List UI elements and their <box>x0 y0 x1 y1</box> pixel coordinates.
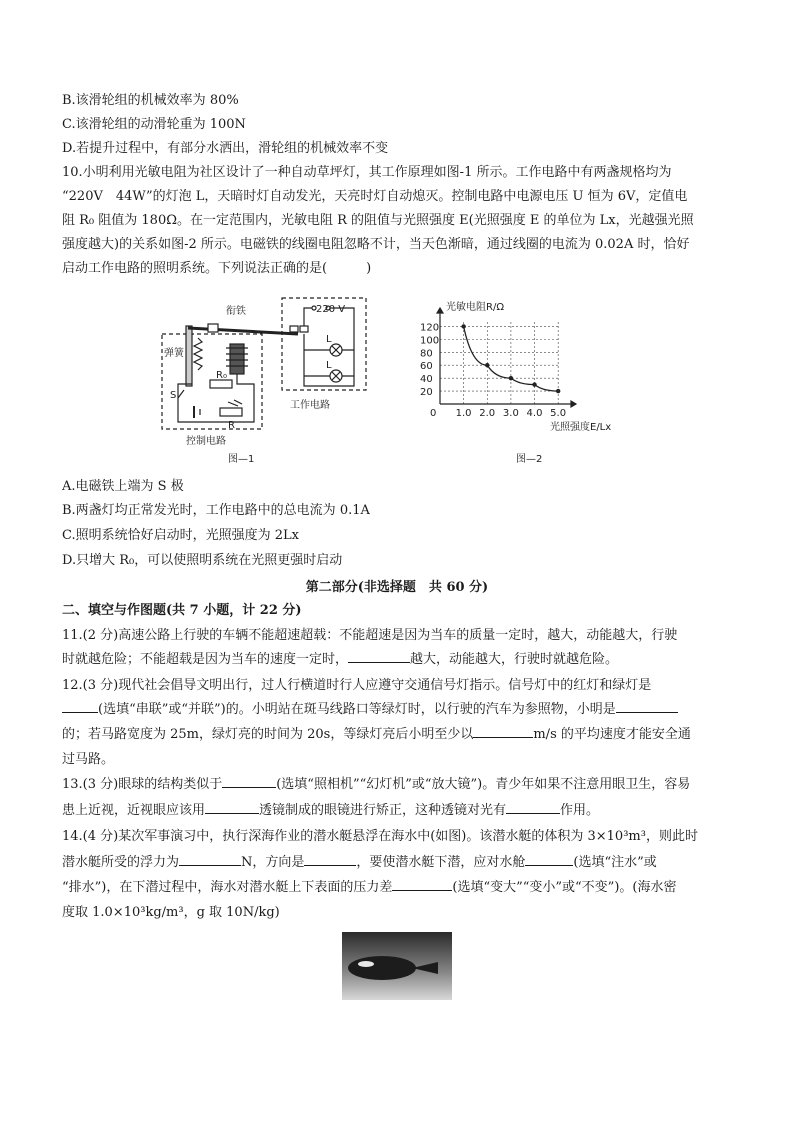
data-point <box>461 324 465 328</box>
q13-text-d: 透镜制成的眼镜进行矫正，这种透镜对光有 <box>259 803 507 818</box>
submarine-hull <box>348 956 416 980</box>
q10-stem-line4: 强度越大)的关系如图-2 所示。电磁铁的线圈电阻忽略不计，当天色渐暗，通过线圈的电流为 0.02A 时，恰好 <box>62 237 690 252</box>
armature-label: 衔铁 <box>226 306 246 317</box>
q9-option-d: D.若提升过程中，有部分水洒出，滑轮组的机械效率不变 <box>62 141 389 156</box>
part2-title: 第二部分(非选择题 共 60 分) <box>305 580 489 595</box>
q14-text-a: 潜水艇所受的浮力为 <box>62 855 180 870</box>
q10-option-d: D.只增大 R₀，可以使照明系统在光照更强时启动 <box>62 553 343 568</box>
x-tick-label: 1.0 <box>455 408 472 419</box>
y-tick-label: 60 <box>420 361 433 373</box>
q13-line1 <box>62 774 742 796</box>
q14-text-d: (选填“注水”或 <box>573 855 657 870</box>
q14-line3 <box>62 877 742 899</box>
q11-line2 <box>62 649 742 671</box>
q14-line2 <box>62 852 742 874</box>
q12-blank-1[interactable] <box>62 699 98 713</box>
x-axis-arrow <box>571 401 576 407</box>
y-tick-label: 40 <box>420 374 433 386</box>
q14-blank-3[interactable] <box>525 852 573 866</box>
data-point <box>485 363 489 367</box>
y-axis-label: 光敏电阻R/Ω <box>446 302 504 313</box>
q12-blank-3[interactable] <box>473 724 533 738</box>
control-circuit-label: 控制电路 <box>186 436 226 447</box>
q9-option-b: B.该滑轮组的机械效率为 80% <box>62 93 239 108</box>
data-point <box>532 382 536 386</box>
data-point <box>556 389 560 393</box>
r0-resistor <box>210 380 232 388</box>
q12-line2 <box>62 699 742 721</box>
circuit-figure <box>158 294 370 466</box>
switch-label: S <box>170 390 177 401</box>
q14-blank-1[interactable] <box>179 852 241 866</box>
y-tick-label: 80 <box>420 348 433 360</box>
x-axis-label: 光照强度E/Lx <box>550 422 612 433</box>
q11-text-a: 时就越危险；不能超载是因为当车的速度一定时， <box>62 652 349 667</box>
figure-1-caption: 图—1 <box>228 454 255 465</box>
y-tick-label: 120 <box>420 322 440 334</box>
y-tick-label: 20 <box>420 387 433 399</box>
q14-blank-4[interactable] <box>392 877 452 891</box>
work-circuit-label: 工作电路 <box>290 400 330 411</box>
q14-text-f: (选填“变大”“变小”或“不变”)。(海水密 <box>452 880 677 895</box>
q10-stem-line1: 10.小明利用光敏电阻为社区设计了一种自动草坪灯，其工作原理如图-1 所示。工作电路中有两盏规格均为 <box>62 165 672 180</box>
q14-text-b: N，方向是 <box>241 855 305 870</box>
q14-line1: 14.(4 分)某次军事演习中，执行深海作业的潜水艇悬浮在海水中(如图)。该潜水艇的体积为 3×10³m³，则此时 <box>62 829 698 844</box>
q13-text-b: (选填“照相机”“幻灯机”或“放大镜”)。青少年如果不注意用眼卫生，容易 <box>276 777 691 792</box>
q10-option-a: A.电磁铁上端为 S 极 <box>62 479 184 494</box>
q11-blank[interactable] <box>348 649 410 663</box>
q11-text-b: 越大，动能越大，行驶时就越危险。 <box>410 652 619 667</box>
q12-text-c: m/s 的平均速度才能安全通 <box>533 727 691 742</box>
q9-option-c: C.该滑轮组的动滑轮重为 100N <box>62 117 246 132</box>
x-tick-label: 3.0 <box>502 408 519 419</box>
y-tick-label: 100 <box>420 335 440 347</box>
q13-text-a: 13.(3 分)眼球的结构类似于 <box>62 777 223 792</box>
q14-text-c: ，要使潜水艇下潜，应对水舱 <box>356 855 526 870</box>
q14-text-e: “排水”)，在下潜过程中，海水对潜水艇上下表面的压力差 <box>62 880 393 895</box>
spring-label: 弹簧 <box>164 348 184 359</box>
origin-label: 0 <box>430 408 437 419</box>
voltage-label: 220 V <box>316 304 346 315</box>
q10-option-b: B.两盏灯均正常发光时，工作电路中的总电流为 0.1A <box>62 503 370 518</box>
q13-blank-3[interactable] <box>506 800 560 814</box>
x-tick-label: 5.0 <box>550 408 567 419</box>
x-tick-label: 4.0 <box>526 408 543 419</box>
resistance-light-chart <box>418 294 658 466</box>
q12-text-b: 的；若马路宽度为 25m，绿灯亮的时间为 20s，等绿灯亮后小明至少以 <box>62 727 474 742</box>
q10-stem-line5: 启动工作电路的照明系统。下列说法正确的是( ) <box>62 261 372 276</box>
q13-blank-2[interactable] <box>205 800 259 814</box>
r-label: R <box>228 420 235 431</box>
q12-blank-2[interactable] <box>616 699 678 713</box>
q13-blank-1[interactable] <box>222 774 276 788</box>
q12-line3 <box>62 724 742 746</box>
q10-option-c: C.照明系统恰好启动时，光照强度为 2Lx <box>62 528 299 543</box>
q13-text-c: 患上近视，近视眼应该用 <box>62 803 206 818</box>
data-point <box>509 376 513 380</box>
q11-line1: 11.(2 分)高速公路上行驶的车辆不能超速超载：不能超速是因为当车的质量一定时，越大，动能越大，行驶 <box>62 628 678 643</box>
q13-text-e: 作用。 <box>560 803 600 818</box>
q12-line4: 过马路。 <box>62 752 115 767</box>
photoresistor <box>220 408 242 416</box>
section-2-heading: 二、填空与作图题(共 7 小题，计 22 分) <box>62 603 302 618</box>
lamp-label-2: L <box>326 360 332 371</box>
q10-stem-line3: 阻 R₀ 阻值为 180Ω。在一定范围内，光敏电阻 R 的阻值与光照强度 E(光照强度 E 的单位为 Lx，光越强光照 <box>62 213 694 228</box>
figure-2-caption: 图—2 <box>516 454 543 465</box>
q14-blank-2[interactable] <box>304 852 356 866</box>
r0-label: R₀ <box>216 370 227 381</box>
y-axis-arrow <box>437 308 443 313</box>
q14-line4: 度取 1.0×10³kg/m³，g 取 10N/kg) <box>62 905 280 920</box>
q12-line1: 12.(3 分)现代社会倡导文明出行，过人行横道时行人应遵守交通信号灯指示。信号灯中的红灯和绿灯是 <box>62 678 652 693</box>
q10-stem-line2: “220V 44W”的灯泡 L，天暗时灯自动发光，天亮时灯自动熄灭。控制电路中电源电压 U 恒为 6V，定值电 <box>62 189 688 204</box>
submarine-photo <box>342 932 452 1000</box>
spring-coil <box>194 338 202 370</box>
lamp-label-1: L <box>326 334 332 345</box>
x-tick-label: 2.0 <box>479 408 496 419</box>
q12-text-a: (选填“串联”或“并联”)的。小明站在斑马线路口等绿灯时，以行驶的汽车为参照物，小明是 <box>98 702 616 717</box>
q13-line2 <box>62 800 742 822</box>
